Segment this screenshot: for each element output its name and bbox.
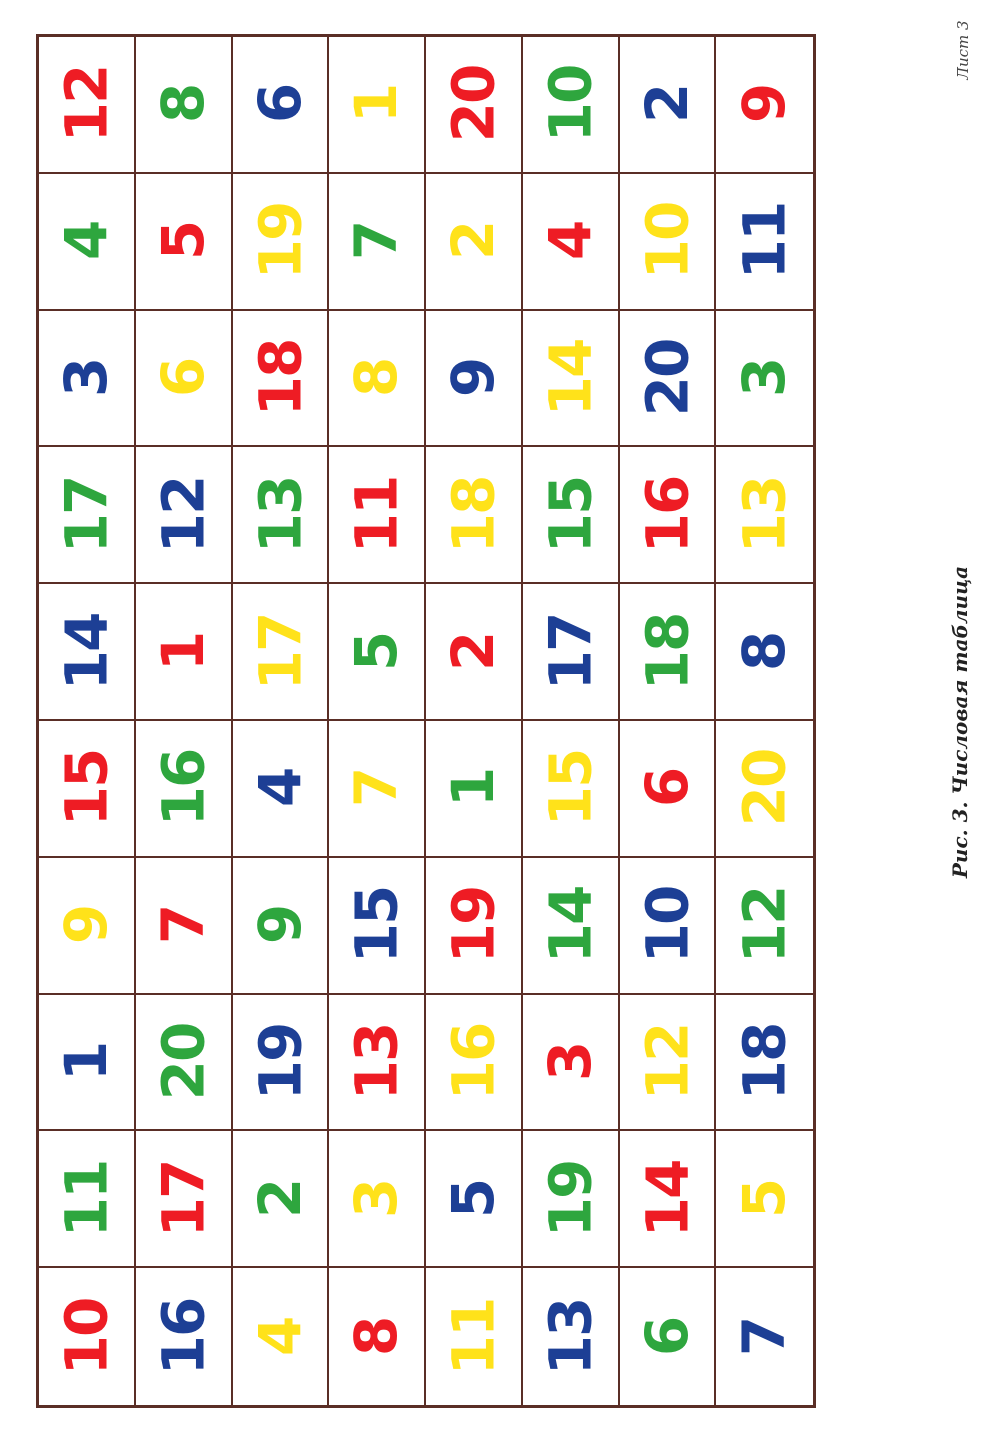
table-cell bbox=[426, 174, 523, 311]
table-cell bbox=[233, 311, 330, 448]
cell-number: 2 bbox=[439, 632, 508, 671]
table-cell bbox=[523, 584, 620, 721]
cell-number: 9 bbox=[245, 906, 314, 945]
cell-number: 2 bbox=[439, 222, 508, 261]
table-cell bbox=[426, 858, 523, 995]
cell-number: 16 bbox=[149, 750, 218, 827]
cell-number: 10 bbox=[52, 1298, 121, 1375]
cell-number: 8 bbox=[730, 632, 799, 671]
cell-number: 19 bbox=[536, 1160, 605, 1238]
cell-number: 14 bbox=[536, 339, 605, 417]
cell-number: 13 bbox=[342, 1023, 411, 1101]
cell-number: 15 bbox=[52, 750, 121, 827]
table-cell bbox=[523, 1268, 620, 1405]
cell-number: 3 bbox=[52, 358, 121, 398]
cell-number: 17 bbox=[245, 613, 314, 690]
table-cell bbox=[426, 584, 523, 721]
table-cell bbox=[39, 174, 136, 311]
cell-number: 12 bbox=[52, 66, 121, 143]
cell-number: 20 bbox=[632, 339, 701, 417]
table-cell bbox=[620, 721, 717, 858]
cell-number: 12 bbox=[632, 1023, 701, 1101]
cell-number: 12 bbox=[149, 476, 218, 554]
cell-number: 6 bbox=[632, 1317, 701, 1356]
cell-number: 7 bbox=[730, 1317, 799, 1356]
table-cell bbox=[329, 584, 426, 721]
table-cell bbox=[523, 447, 620, 584]
table-cell bbox=[426, 311, 523, 448]
table-cell bbox=[716, 1131, 813, 1268]
table-cell bbox=[716, 447, 813, 584]
table-cell bbox=[523, 37, 620, 174]
table-cell bbox=[716, 311, 813, 448]
cell-number: 15 bbox=[342, 886, 411, 964]
cell-number: 18 bbox=[730, 1023, 799, 1101]
table-cell bbox=[233, 174, 330, 311]
table-cell bbox=[233, 858, 330, 995]
cell-number: 5 bbox=[149, 222, 218, 261]
table-cell bbox=[233, 1268, 330, 1405]
cell-number: 16 bbox=[439, 1023, 508, 1101]
cell-number: 20 bbox=[439, 66, 508, 143]
cell-number: 4 bbox=[52, 222, 121, 261]
cell-number: 9 bbox=[439, 358, 508, 398]
cell-number: 7 bbox=[149, 906, 218, 945]
cell-number: 2 bbox=[632, 85, 701, 124]
table-cell bbox=[716, 858, 813, 995]
cell-number: 11 bbox=[342, 476, 411, 554]
table-cell bbox=[620, 447, 717, 584]
table-cell bbox=[329, 311, 426, 448]
table-cell bbox=[39, 1268, 136, 1405]
cell-number: 3 bbox=[730, 358, 799, 398]
cell-number: 20 bbox=[149, 1023, 218, 1101]
table-cell bbox=[716, 1268, 813, 1405]
table-cell bbox=[136, 858, 233, 995]
table-cell bbox=[329, 1131, 426, 1268]
table-cell bbox=[136, 721, 233, 858]
table-cell bbox=[39, 584, 136, 721]
cell-number: 19 bbox=[245, 1023, 314, 1101]
cell-number: 9 bbox=[730, 85, 799, 124]
cell-number: 18 bbox=[439, 476, 508, 554]
table-cell bbox=[136, 584, 233, 721]
cell-number: 1 bbox=[439, 769, 508, 808]
table-cell bbox=[523, 1131, 620, 1268]
cell-number: 18 bbox=[245, 339, 314, 417]
table-cell bbox=[136, 1131, 233, 1268]
cell-number: 5 bbox=[730, 1179, 799, 1218]
cell-number: 13 bbox=[536, 1298, 605, 1375]
table-cell bbox=[620, 584, 717, 721]
table-cell bbox=[233, 1131, 330, 1268]
table-cell bbox=[426, 37, 523, 174]
table-cell bbox=[620, 311, 717, 448]
table-cell bbox=[329, 37, 426, 174]
table-cell bbox=[329, 174, 426, 311]
cell-number: 4 bbox=[245, 1317, 314, 1356]
cell-number: 15 bbox=[536, 750, 605, 827]
table-cell bbox=[136, 995, 233, 1132]
cell-number: 2 bbox=[245, 1179, 314, 1218]
cell-number: 4 bbox=[536, 222, 605, 261]
table-cell bbox=[233, 584, 330, 721]
cell-number: 19 bbox=[245, 202, 314, 280]
cell-number: 15 bbox=[536, 476, 605, 554]
table-cell bbox=[716, 721, 813, 858]
table-cell bbox=[523, 174, 620, 311]
cell-number: 8 bbox=[342, 1317, 411, 1356]
cell-number: 11 bbox=[730, 202, 799, 280]
table-cell bbox=[426, 447, 523, 584]
table-cell bbox=[136, 174, 233, 311]
table-cell bbox=[620, 37, 717, 174]
cell-number: 17 bbox=[536, 613, 605, 690]
table-cell bbox=[716, 37, 813, 174]
cell-number: 13 bbox=[730, 476, 799, 554]
cell-number: 17 bbox=[52, 476, 121, 554]
cell-number: 8 bbox=[149, 85, 218, 124]
cell-number: 14 bbox=[536, 886, 605, 964]
table-cell bbox=[136, 311, 233, 448]
table-cell bbox=[329, 447, 426, 584]
cell-number: 20 bbox=[730, 750, 799, 827]
cell-number: 14 bbox=[632, 1160, 701, 1238]
table-cell bbox=[620, 174, 717, 311]
table-cell bbox=[426, 1131, 523, 1268]
table-cell bbox=[233, 995, 330, 1132]
cell-number: 17 bbox=[149, 1160, 218, 1238]
cell-number: 10 bbox=[632, 202, 701, 280]
table-cell bbox=[523, 311, 620, 448]
table-cell bbox=[426, 995, 523, 1132]
cell-number: 6 bbox=[632, 769, 701, 808]
table-cell bbox=[39, 858, 136, 995]
sheet-label: Лист 3 bbox=[954, 20, 972, 80]
cell-number: 7 bbox=[342, 222, 411, 261]
table-cell bbox=[136, 1268, 233, 1405]
table-cell bbox=[716, 584, 813, 721]
cell-number: 6 bbox=[149, 358, 218, 398]
cell-number: 5 bbox=[342, 632, 411, 671]
table-cell bbox=[716, 995, 813, 1132]
table-cell bbox=[716, 174, 813, 311]
cell-number: 6 bbox=[245, 85, 314, 124]
table-cell bbox=[329, 995, 426, 1132]
cell-number: 19 bbox=[439, 886, 508, 964]
cell-number: 14 bbox=[52, 613, 121, 690]
table-cell bbox=[329, 721, 426, 858]
table-cell bbox=[523, 995, 620, 1132]
table-cell bbox=[620, 858, 717, 995]
table-cell bbox=[39, 37, 136, 174]
table-cell bbox=[233, 721, 330, 858]
cell-number: 1 bbox=[52, 1042, 121, 1082]
cell-number: 4 bbox=[245, 769, 314, 808]
number-table bbox=[36, 34, 816, 1408]
figure-caption: Рис. 3. Числовая таблица bbox=[948, 565, 972, 879]
cell-number: 16 bbox=[632, 476, 701, 554]
table-cell bbox=[39, 311, 136, 448]
table-cell bbox=[39, 721, 136, 858]
table-cell bbox=[136, 447, 233, 584]
table-cell bbox=[523, 721, 620, 858]
cell-number: 11 bbox=[439, 1298, 508, 1375]
cell-number: 3 bbox=[536, 1042, 605, 1082]
cell-number: 3 bbox=[342, 1179, 411, 1218]
table-cell bbox=[233, 37, 330, 174]
table-cell bbox=[620, 1131, 717, 1268]
cell-number: 16 bbox=[149, 1298, 218, 1375]
table-cell bbox=[620, 1268, 717, 1405]
cell-number: 10 bbox=[536, 66, 605, 143]
cell-number: 9 bbox=[52, 906, 121, 945]
cell-number: 8 bbox=[342, 358, 411, 398]
cell-number: 7 bbox=[342, 769, 411, 808]
table-cell bbox=[136, 37, 233, 174]
cell-number: 11 bbox=[52, 1160, 121, 1238]
table-cell bbox=[426, 1268, 523, 1405]
table-cell bbox=[39, 1131, 136, 1268]
cell-number: 1 bbox=[149, 632, 218, 671]
cell-number: 5 bbox=[439, 1179, 508, 1218]
table-cell bbox=[39, 447, 136, 584]
cell-number: 1 bbox=[342, 85, 411, 124]
cell-number: 13 bbox=[245, 476, 314, 554]
cell-number: 12 bbox=[730, 886, 799, 964]
table-cell bbox=[426, 721, 523, 858]
table-cell bbox=[620, 995, 717, 1132]
table-cell bbox=[329, 1268, 426, 1405]
cell-number: 10 bbox=[632, 886, 701, 964]
table-cell bbox=[523, 858, 620, 995]
cell-number: 18 bbox=[632, 613, 701, 690]
table-cell bbox=[39, 995, 136, 1132]
table-cell bbox=[329, 858, 426, 995]
table-cell bbox=[233, 447, 330, 584]
